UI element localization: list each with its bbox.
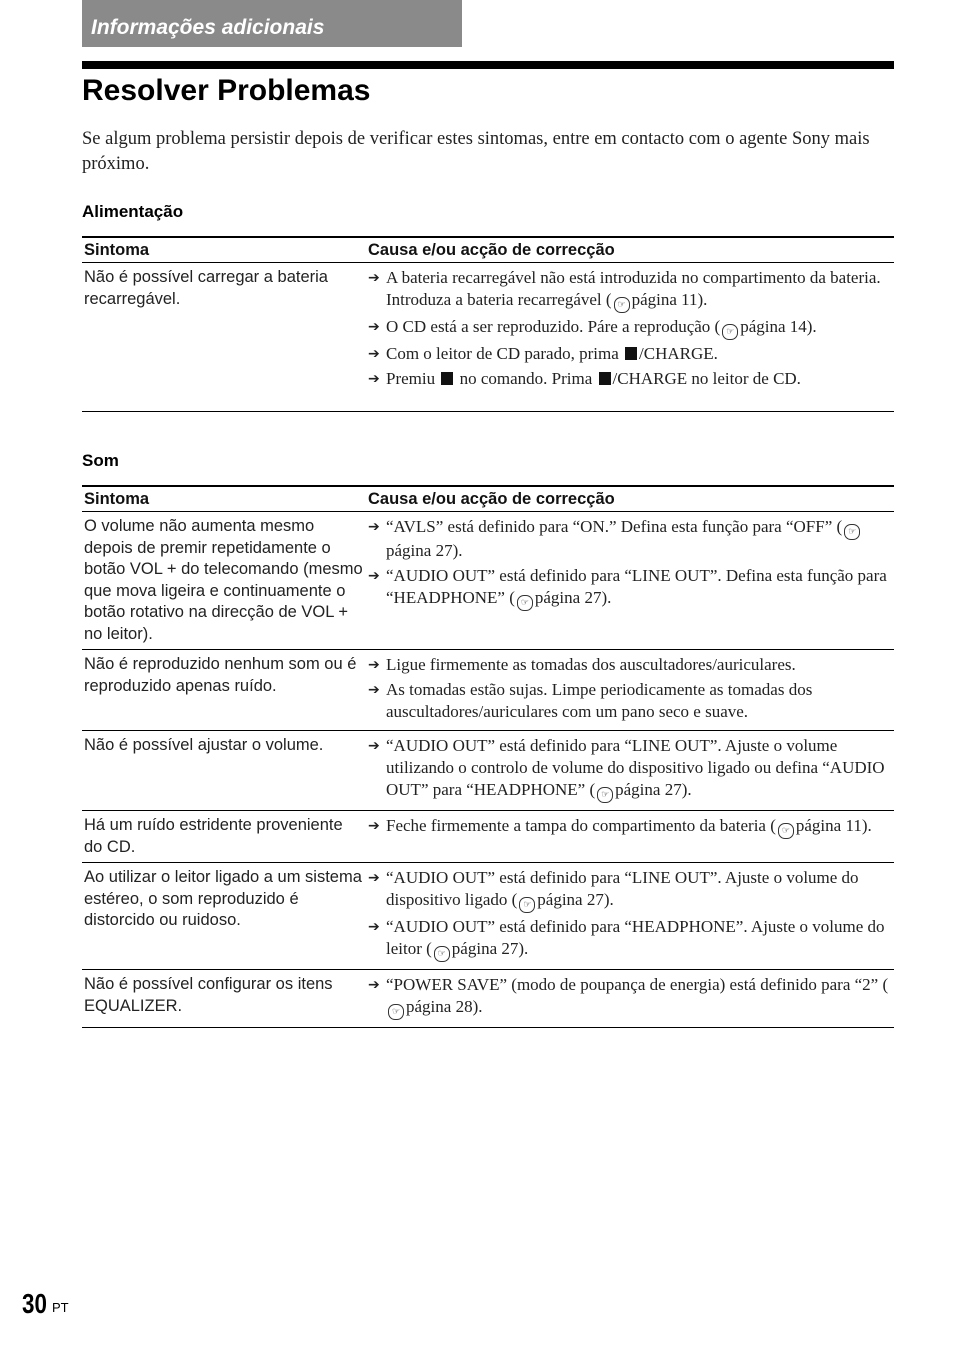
cause-cell	[366, 512, 894, 650]
page-language: PT	[52, 1300, 69, 1315]
cause-cell	[366, 811, 894, 863]
cause-item: ➔ As tomadas estão sujas. Limpe periodicamente as tomadas dos auscultadores/auriculares com um pano seco e suave.	[368, 680, 813, 721]
cause-cell	[366, 650, 894, 731]
arrow-icon: ➔	[368, 319, 380, 335]
page-reference-icon: ☞	[844, 524, 860, 540]
intro-paragraph: Se algum problema persistir depois de verificar estes sintomas, entre em contacto com o agente Sony mais próximo.	[82, 129, 870, 174]
arrow-icon: ➔	[368, 870, 380, 886]
section-heading-sound: Som	[82, 451, 119, 470]
arrow-icon: ➔	[368, 346, 380, 362]
cause-item: ➔ “AUDIO OUT” está definido para “HEADPHONE”. Ajuste o volume do leitor ( ☞ página 27).	[368, 916, 892, 962]
page-reference-icon: ☞	[519, 897, 535, 913]
table-row	[82, 650, 894, 731]
cause-item: ➔ “AUDIO OUT” está definido para “LINE OUT”. Defina esta função para “HEADPHONE” ( ☞ página 27).	[368, 565, 892, 611]
col-header-symptom: Sintoma	[82, 486, 366, 512]
table-row	[82, 731, 894, 811]
cause-item: ➔ Ligue firmemente as tomadas dos auscultadores/auriculares.	[368, 655, 796, 674]
arrow-icon: ➔	[368, 371, 380, 387]
page-reference-icon: ☞	[778, 823, 794, 839]
table-row	[82, 263, 894, 412]
cause-cell	[366, 731, 894, 811]
cause-item: ➔ Com o leitor de CD parado, prima /CHARGE.	[368, 344, 718, 363]
symptom-cell: Há um ruído estridente proveniente do CD.	[82, 811, 366, 863]
arrow-icon: ➔	[368, 568, 380, 584]
col-header-symptom: Sintoma	[82, 237, 366, 263]
symptom-cell: Não é possível carregar a bateria recarregável.	[82, 263, 366, 412]
cause-item: ➔ “AVLS” está definido para “ON.” Defina esta função para “OFF” ( ☞página 27).	[368, 516, 892, 562]
page-title: Resolver Problemas	[82, 74, 371, 107]
symptom-cell: O volume não aumenta mesmo depois de premir repetidamente o botão VOL + do telecomando (mesmo que mova ligeira e continuamente o botão rotativo na direcção de VOL + no leitor).	[82, 512, 366, 650]
page-reference-icon: ☞	[434, 946, 450, 962]
arrow-icon: ➔	[368, 738, 380, 754]
arrow-icon: ➔	[368, 818, 380, 834]
page-reference-icon: ☞	[722, 324, 738, 340]
cause-item: ➔ O CD está a ser reproduzido. Páre a reprodução ( ☞ página 14).	[368, 316, 892, 340]
arrow-icon: ➔	[368, 519, 380, 535]
arrow-icon: ➔	[368, 657, 380, 673]
col-header-cause: Causa e/ou acção de correcção	[366, 486, 894, 512]
cause-item: ➔ “POWER SAVE” (modo de poupança de energia) está definido para “2” (☞ página 28).	[368, 974, 892, 1020]
page-reference-icon: ☞	[597, 787, 613, 803]
table-header-row	[82, 486, 894, 512]
cause-item: ➔ “AUDIO OUT” está definido para “LINE OUT”. Ajuste o volume utilizando o controlo de volume do dispositivo ligado ou defina “AUDIO OUT” para “HEADPHONE” ( ☞ página 27).	[368, 735, 892, 803]
symptom-cell: Não é reproduzido nenhum som ou é reproduzido apenas ruído.	[82, 650, 366, 731]
sound-table	[82, 485, 894, 1028]
cause-item: ➔ A bateria recarregável não está introduzida no compartimento da bateria. Introduza a bateria recarregável ( ☞ página 11).	[368, 267, 892, 313]
table-row	[82, 811, 894, 863]
cause-cell	[366, 970, 894, 1028]
table-row	[82, 512, 894, 650]
stop-icon	[599, 372, 611, 385]
stop-icon	[625, 347, 637, 360]
arrow-icon: ➔	[368, 977, 380, 993]
arrow-icon: ➔	[368, 682, 380, 698]
table-row	[82, 863, 894, 970]
page-reference-icon: ☞	[517, 595, 533, 611]
page-reference-icon: ☞	[614, 297, 630, 313]
col-header-cause: Causa e/ou acção de correcção	[366, 237, 894, 263]
symptom-cell: Ao utilizar o leitor ligado a um sistema estéreo, o som reproduzido é distorcido ou ruidoso.	[82, 863, 366, 970]
section-heading-power: Alimentação	[82, 202, 184, 221]
table-row	[82, 970, 894, 1028]
cause-cell	[366, 263, 894, 412]
cause-cell	[366, 863, 894, 970]
table-header-row	[82, 237, 894, 263]
power-table	[82, 236, 894, 412]
symptom-cell: Não é possível configurar os itens EQUALIZER.	[82, 970, 366, 1028]
section-tab	[82, 0, 462, 47]
symptom-cell: Não é possível ajustar o volume.	[82, 731, 366, 811]
arrow-icon: ➔	[368, 270, 380, 286]
stop-icon	[441, 372, 453, 385]
section-tab-label: Informações adicionais	[91, 16, 325, 39]
cause-item: ➔ Feche firmemente a tampa do compartimento da bateria ( ☞ página 11).	[368, 815, 892, 839]
cause-item: ➔ Premiu no comando. Prima /CHARGE no leitor de CD.	[368, 369, 801, 388]
arrow-icon: ➔	[368, 919, 380, 935]
page-number: 30	[22, 1288, 47, 1319]
title-rule	[82, 61, 894, 69]
cause-item: ➔ “AUDIO OUT” está definido para “LINE OUT”. Ajuste o volume do dispositivo ligado ( ☞ página 27).	[368, 867, 892, 913]
page-reference-icon: ☞	[388, 1004, 404, 1020]
